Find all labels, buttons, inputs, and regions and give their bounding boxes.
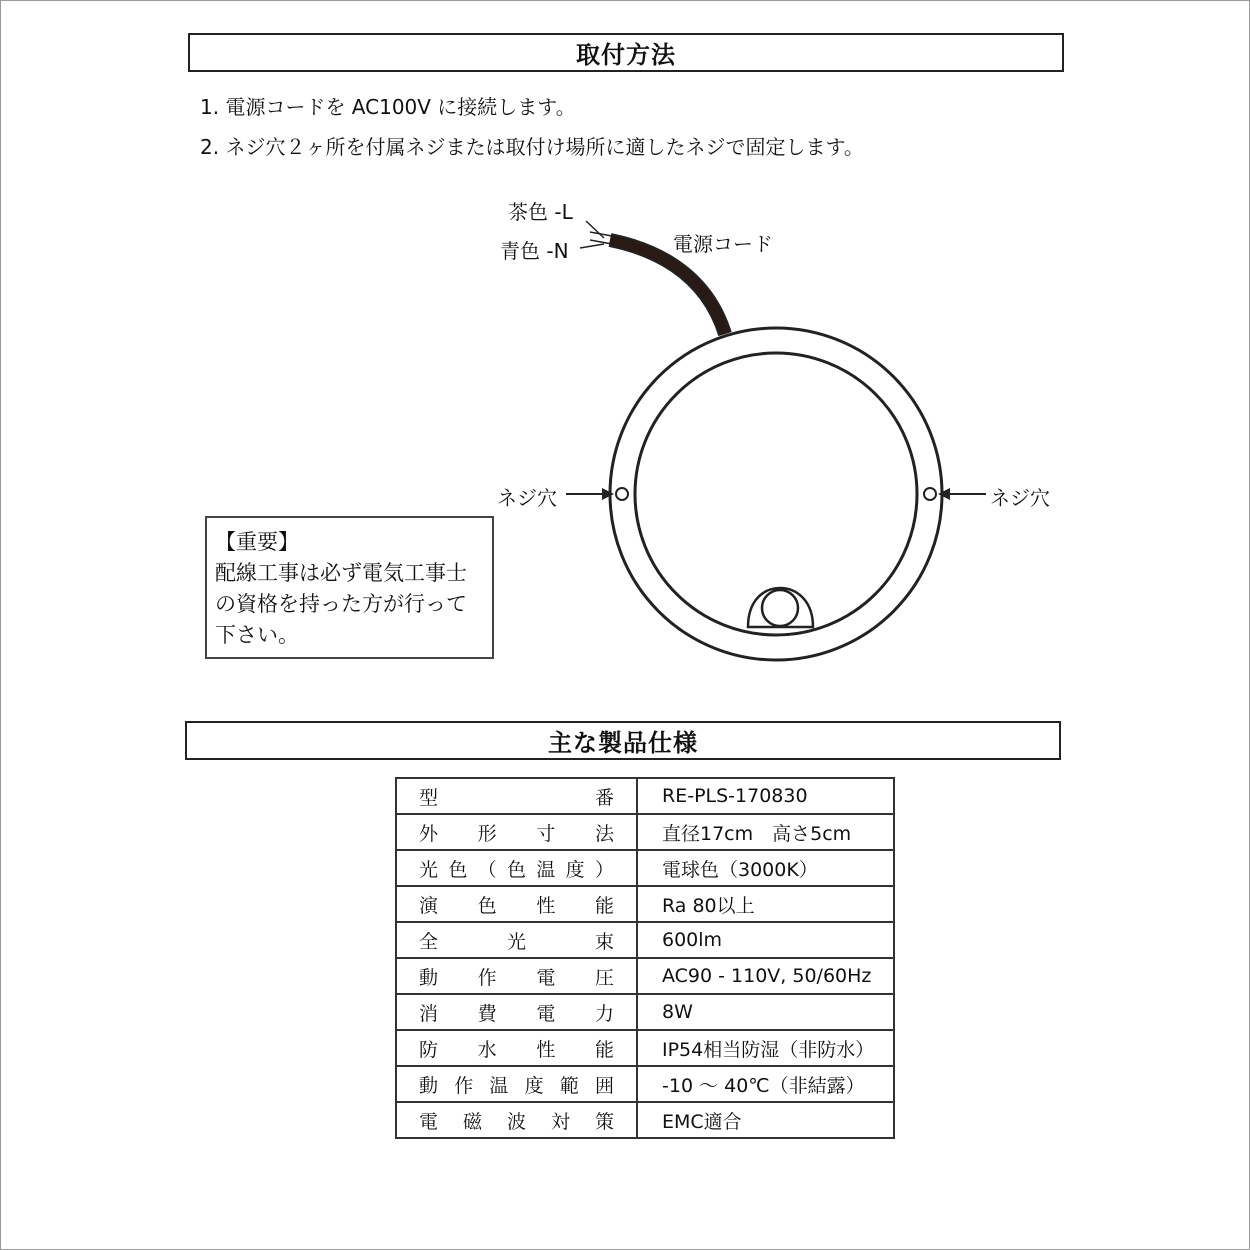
spec-key-char: 外 bbox=[419, 822, 439, 845]
spec-key-char: 光 bbox=[506, 930, 526, 953]
spec-key-char: 電 bbox=[536, 1002, 556, 1025]
spec-key-char: （ bbox=[477, 858, 497, 881]
spec-key-char: 圧 bbox=[594, 966, 614, 989]
spec-row bbox=[396, 994, 894, 1030]
spec-key-char: 色 bbox=[448, 858, 468, 881]
spec-key-char: 作 bbox=[477, 966, 497, 989]
arrow-right bbox=[938, 488, 986, 500]
spec-key-char: 形 bbox=[477, 822, 497, 845]
spec-key-char: 策 bbox=[594, 1110, 614, 1133]
spec-value: 電球色（3000K） bbox=[637, 850, 894, 886]
spec-key-char: 消 bbox=[419, 1002, 439, 1025]
spec-key-char: 性 bbox=[536, 1038, 556, 1061]
spec-key bbox=[396, 958, 637, 994]
spec-key-char: 全 bbox=[419, 930, 439, 953]
screw-hole-left bbox=[616, 488, 628, 500]
spec-key-char: 水 bbox=[477, 1038, 497, 1061]
spec-row bbox=[396, 778, 894, 814]
spec-key-char: 対 bbox=[550, 1110, 570, 1133]
spec-row bbox=[396, 814, 894, 850]
spec-key bbox=[396, 850, 637, 886]
spec-key-char: 範 bbox=[559, 1074, 579, 1097]
spec-key-char: 番 bbox=[594, 786, 614, 809]
spec-row bbox=[396, 1030, 894, 1066]
spec-key bbox=[396, 1102, 637, 1138]
spec-row bbox=[396, 850, 894, 886]
spec-key-char: 色 bbox=[477, 894, 497, 917]
spec-key bbox=[396, 1030, 637, 1066]
spec-value: Ra 80以上 bbox=[637, 886, 894, 922]
spec-key-char: 電 bbox=[419, 1110, 439, 1133]
arrow-left bbox=[566, 488, 614, 500]
spec-value: 8W bbox=[637, 994, 894, 1030]
spec-key-char: 光 bbox=[419, 858, 439, 881]
notice-line-3: 下さい。 bbox=[215, 623, 299, 647]
spec-value: 600lm bbox=[637, 922, 894, 958]
screw-hole-right-label: ネジ穴 bbox=[990, 486, 1050, 510]
spec-key-char: 動 bbox=[419, 966, 439, 989]
spec-key bbox=[396, 814, 637, 850]
spec-key-char: ） bbox=[594, 858, 614, 881]
spec-key-char: 防 bbox=[419, 1038, 439, 1061]
install-step-2: 2. ネジ穴２ヶ所を付属ネジまたは取付け場所に適したネジで固定します。 bbox=[200, 135, 864, 159]
spec-row bbox=[396, 886, 894, 922]
spec-key bbox=[396, 994, 637, 1030]
install-step-1: 1. 電源コードを AC100V に接続します。 bbox=[200, 95, 576, 119]
spec-key-char: 色 bbox=[506, 858, 526, 881]
important-notice bbox=[205, 516, 494, 659]
spec-key-char: 動 bbox=[419, 1074, 439, 1097]
spec-key-char: 束 bbox=[594, 930, 614, 953]
spec-key-char: 温 bbox=[489, 1074, 509, 1097]
notice-line-1: 配線工事は必ず電気工事士 bbox=[215, 561, 467, 585]
spec-key-char: 型 bbox=[419, 786, 439, 809]
spec-key bbox=[396, 778, 637, 814]
spec-title: 主な製品仕様 bbox=[185, 721, 1061, 760]
spec-row bbox=[396, 1066, 894, 1102]
screw-hole-right bbox=[924, 488, 936, 500]
screw-hole-left-label: ネジ穴 bbox=[497, 486, 557, 510]
spec-row bbox=[396, 922, 894, 958]
spec-key-char: 寸 bbox=[536, 822, 556, 845]
spec-value: RE-PLS-170830 bbox=[637, 778, 894, 814]
spec-key bbox=[396, 1066, 637, 1102]
spec-key bbox=[396, 922, 637, 958]
wire-brown-label: 茶色 -L bbox=[508, 200, 573, 224]
power-cord-label: 電源コード bbox=[673, 232, 773, 256]
spec-key-char: 性 bbox=[536, 894, 556, 917]
spec-key-char: 波 bbox=[506, 1110, 526, 1133]
spec-key-char: 能 bbox=[594, 894, 614, 917]
spec-value: AC90 - 110V, 50/60Hz bbox=[637, 958, 894, 994]
spec-key-char: 作 bbox=[454, 1074, 474, 1097]
notice-line-2: の資格を持った方が行って bbox=[215, 592, 467, 616]
installation-title: 取付方法 bbox=[188, 33, 1064, 72]
spec-value: IP54相当防湿（非防水） bbox=[637, 1030, 894, 1066]
spec-value: -10 ～ 40℃（非結露） bbox=[637, 1066, 894, 1102]
spec-key-char: 度 bbox=[565, 858, 585, 881]
spec-value: EMC適合 bbox=[637, 1102, 894, 1138]
wire-blue-label: 青色 -N bbox=[500, 239, 569, 263]
wire-leads bbox=[580, 221, 612, 248]
spec-key-char: 費 bbox=[477, 1002, 497, 1025]
spec-key-char: 囲 bbox=[594, 1074, 614, 1097]
spec-table bbox=[395, 777, 895, 1139]
notice-heading: 【重要】 bbox=[215, 530, 299, 554]
spec-key-char: 度 bbox=[524, 1074, 544, 1097]
spec-key-char: 法 bbox=[594, 822, 614, 845]
spec-key-char: 磁 bbox=[462, 1110, 482, 1133]
spec-key-char: 電 bbox=[536, 966, 556, 989]
spec-key-char: 温 bbox=[536, 858, 556, 881]
spec-key-char: 能 bbox=[594, 1038, 614, 1061]
spec-key-char: 演 bbox=[419, 894, 439, 917]
spec-key-char: 力 bbox=[594, 1002, 614, 1025]
spec-value: 直径17cm 高さ5cm bbox=[637, 814, 894, 850]
spec-row bbox=[396, 958, 894, 994]
spec-row bbox=[396, 1102, 894, 1138]
spec-key bbox=[396, 886, 637, 922]
